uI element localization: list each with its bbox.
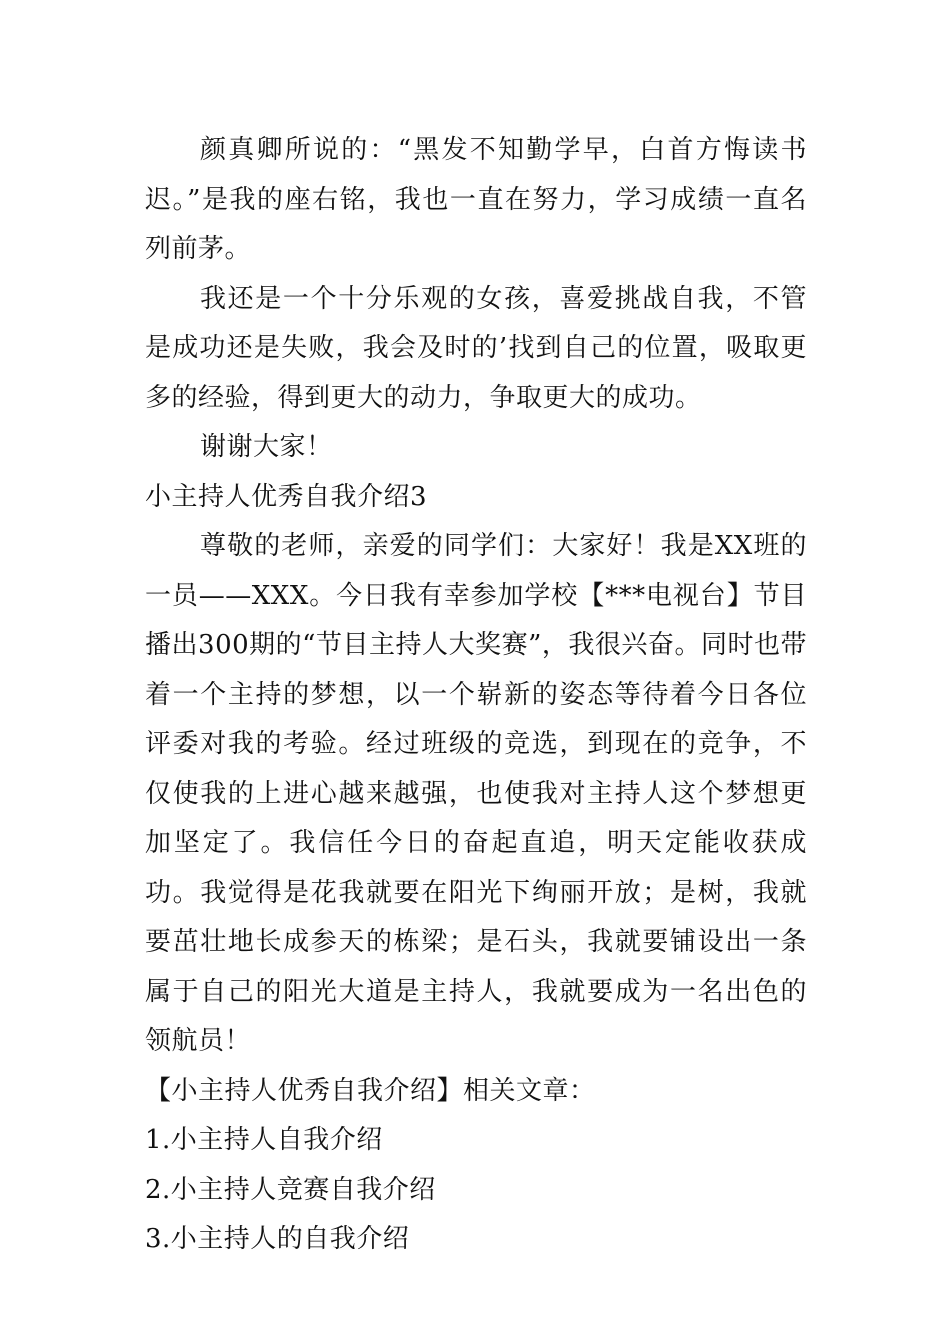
paragraph-motto: 颜真卿所说的：“黑发不知勤学早，白首方悔读书迟。”是我的座右铭，我也一直在努力，学习成绩一直名列前茅。: [145, 135, 807, 264]
related-articles-heading: 【小主持人优秀自我介绍】相关文章：: [145, 1075, 596, 1106]
section-title: 小主持人优秀自我介绍3: [145, 481, 428, 512]
related-article-2: 2.小主持人竞赛自我介绍: [145, 1174, 436, 1205]
paragraph-optimism: 我还是一个十分乐观的女孩，喜爱挑战自我，不管是成功还是失败，我会及时的’找到自己的位置，吸取更多的经验，得到更大的动力，争取更大的成功。: [145, 283, 807, 413]
paragraph-introduction: 尊敬的老师，亲爱的同学们：大家好！我是XX班的一员——XXX。今日我有幸参加学校【***电视台】节目播出300期的“节目主持人大奖赛”，我很兴奋。同时也带着一个主持的梦想，以一个崭新的姿态等待着今日各位评委对我的考验。经过班级的竞选，到现在的竞争，不仅使我的上进心越来越强，也使我对主持人这个梦想更加坚定了。我信任今日的奋起直追，明天定能收获成功。我觉得是花我就要在阳光下绚丽开放；是树，我就要茁壮地长成参天的栋梁；是石头，我就要铺设出一条属于自己的阳光大道是主持人，我就要成为一名出色的领航员！: [145, 531, 807, 1056]
related-article-3: 3.小主持人的自我介绍: [145, 1224, 410, 1254]
related-article-1: 1.小主持人自我介绍: [145, 1125, 383, 1155]
paragraph-thanks: 谢谢大家！: [200, 432, 333, 462]
document-body: [145, 126, 807, 1265]
